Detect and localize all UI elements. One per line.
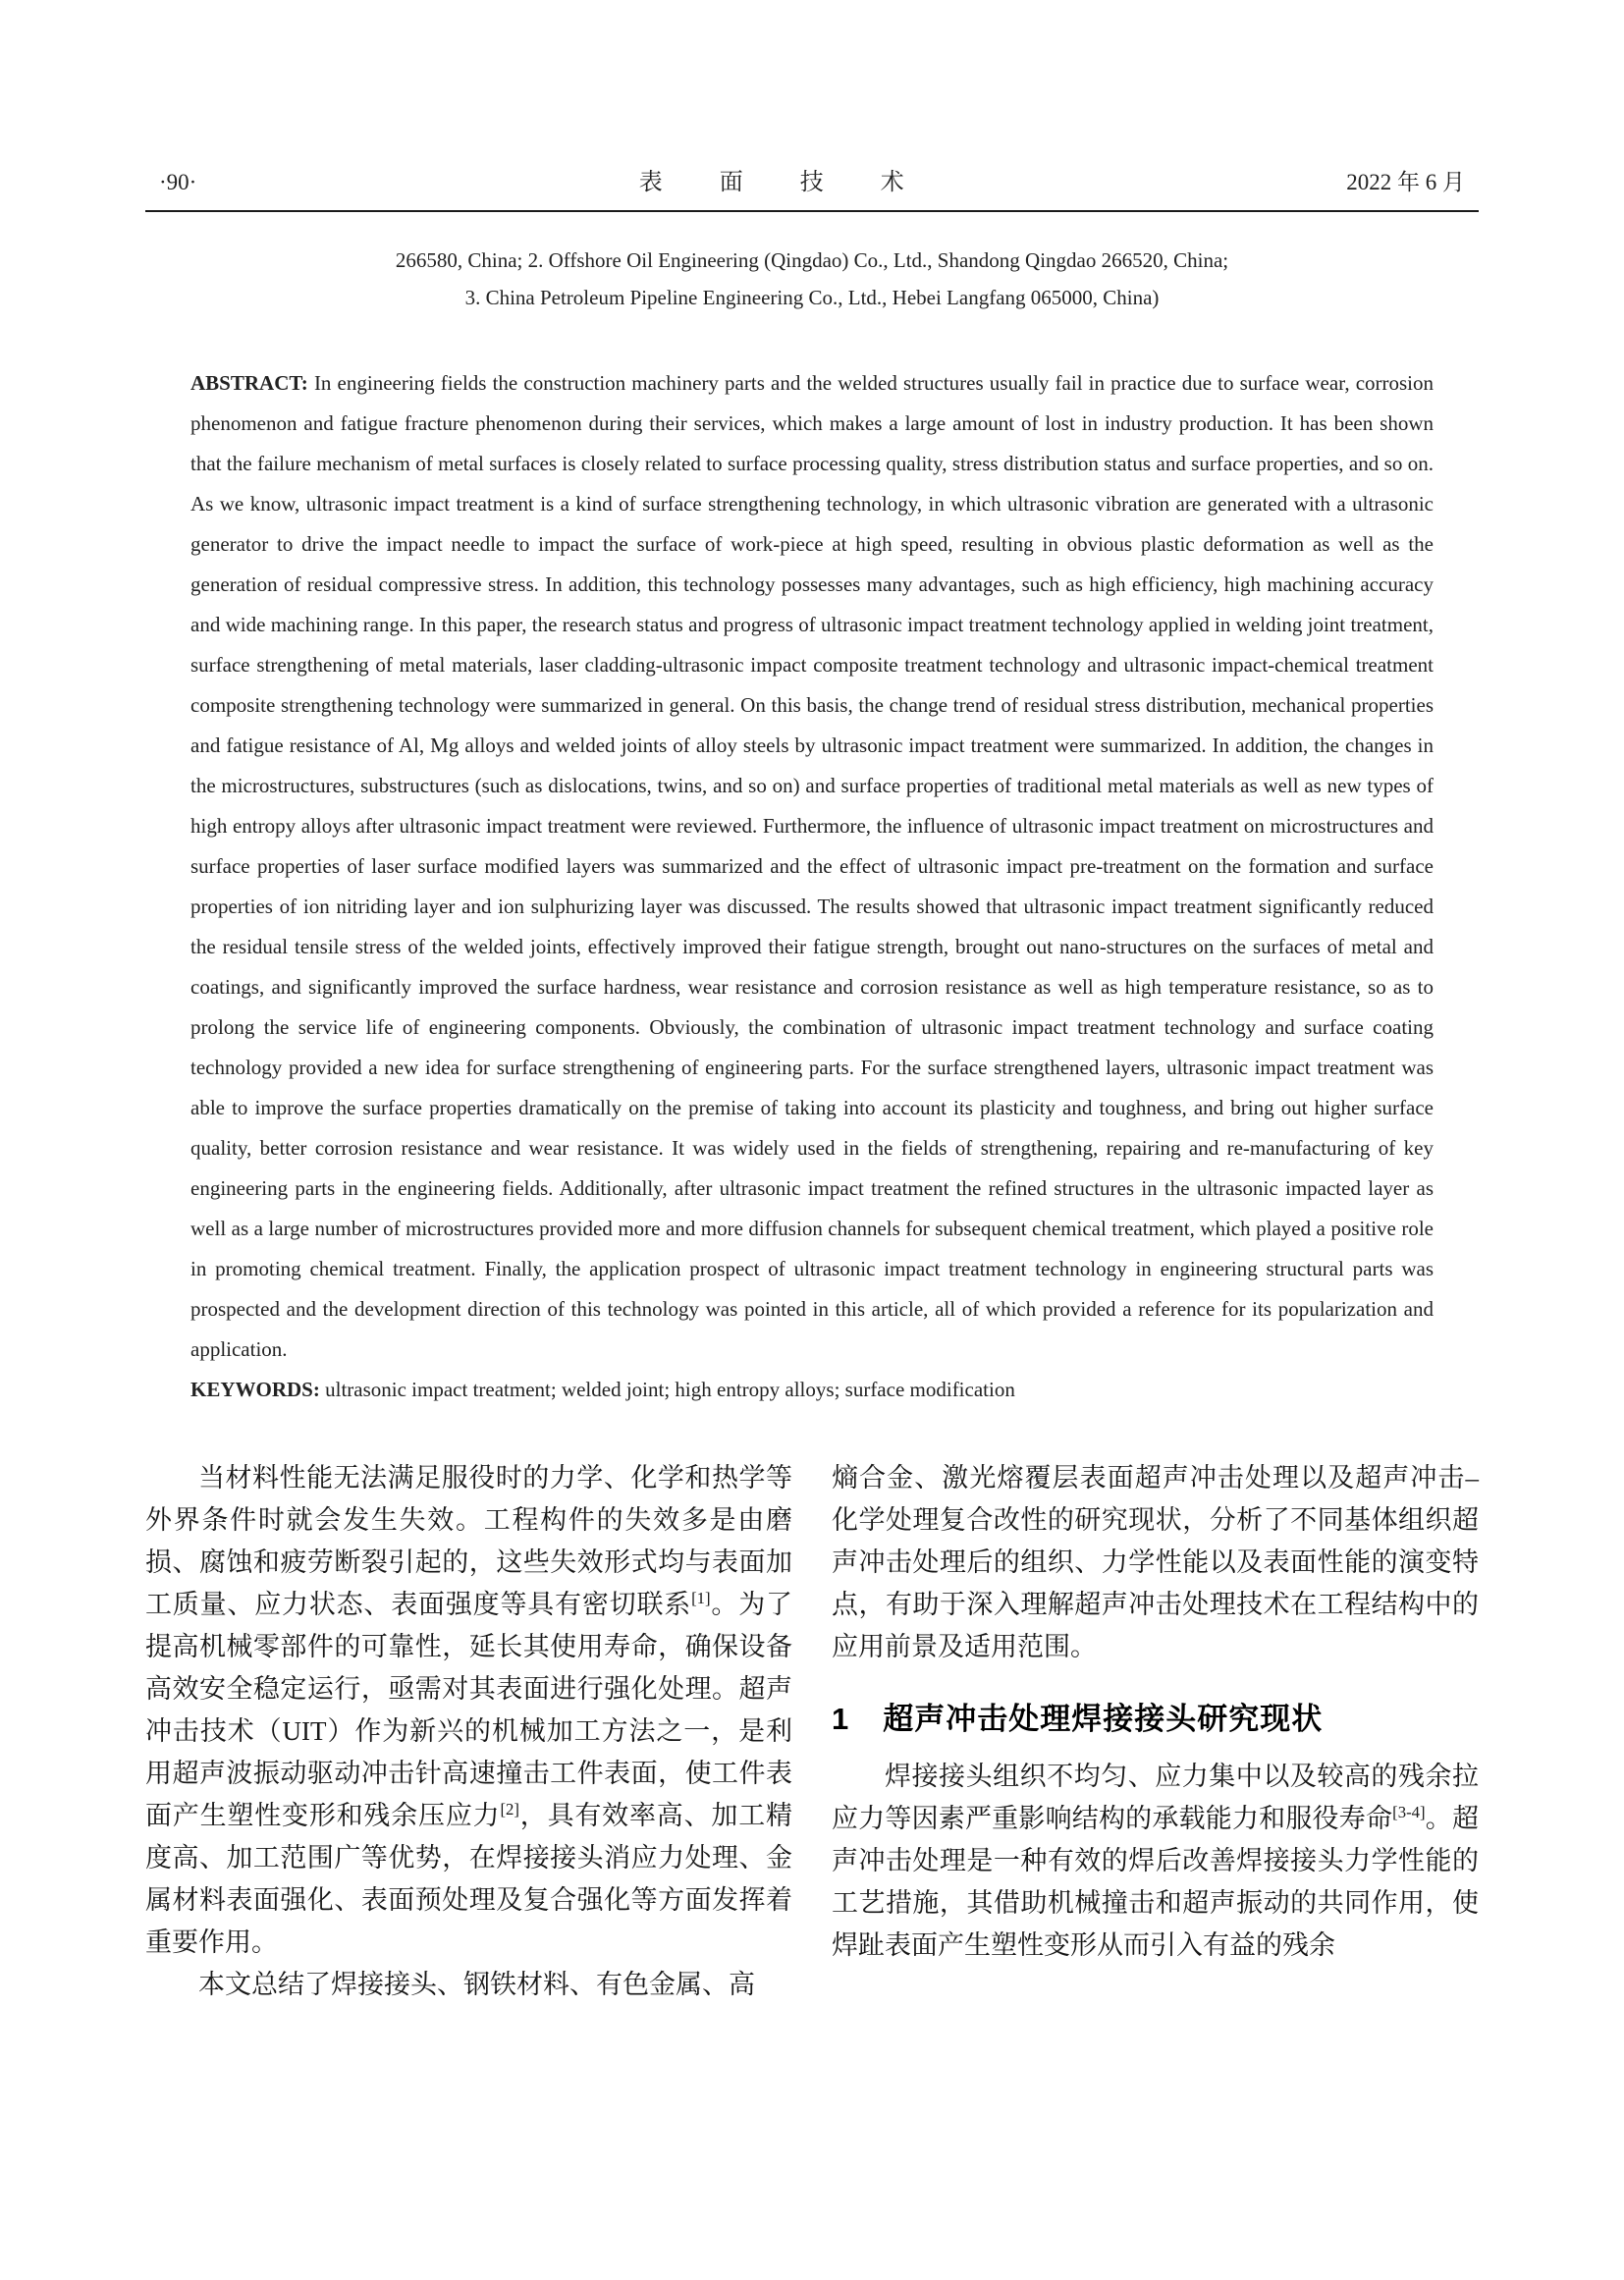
abstract-text: In engineering fields the construction machinery parts and the welded structures usually fail in practice due to surface wear, corrosion phenomenon and fatigue fracture phenomenon during their services, which makes a large amount of lost in industry production. It has been shown that the failure mechanism of metal surfaces is closely related to surface processing quality, stress distribution status and surface properties, and so on. As we know, ultrasonic impact treatment is a kind of surface strengthening technology, in which ultrasonic vibration are generated with a ultrasonic generator to drive the impact needle to impact the surface of work-piece at high speed, resulting in obvious plastic deformation as well as the generation of residual compressive stress. In addition, this technology possesses many advantages, such as high efficiency, high machining accuracy and wide machining range. In this paper, the research status and progress of ultrasonic impact treatment technology applied in welding joint treatment, surface strengthening of metal materials, laser cladding-ultrasonic impact composite treatment technology and ultrasonic impact-chemical treatment composite strengthening technology were summarized in general. On this basis, the change trend of residual stress distribution, mechanical properties and fatigue resistance of Al, Mg alloys and welded joints of alloy steels by ultrasonic impact treatment were summarized. In addition, the changes in the microstructures, substructures (such as dislocations, twins, and so on) and surface properties of traditional metal materials as well as new types of high entropy alloys after ultrasonic impact treatment were reviewed. Furthermore, the influence of ultrasonic impact treatment on microstructures and surface properties of laser surface modified layers was summarized and the effect of ultrasonic impact pre-treatment on the formation and surface properties of ion nitriding layer and ion sulphurizing layer was discussed. The results showed that ultrasonic impact treatment significantly reduced the residual tensile stress of the welded joints, effectively improved their fatigue strength, brought out nano-structures on the surfaces of metal and coatings, and significantly improved the surface hardness, wear resistance and corrosion resistance as well as high temperature resistance, so as to prolong the service life of engineering components. Obviously, the combination of ultrasonic impact treatment technology and surface coating technology provided a new idea for surface strengthening of engineering parts. For the surface strengthened layers, ultrasonic impact treatment was able to improve the surface properties dramatically on the premise of taking into account its plasticity and toughness, and bring out higher surface quality, better corrosion resistance and wear resistance. It was widely used in the fields of strengthening, repairing and re-manufacturing of key engineering parts in the engineering fields. Additionally, after ultrasonic impact treatment the refined structures in the ultrasonic impacted layer as well as a large number of microstructures provided more and more diffusion channels for subsequent chemical treatment, which played a positive role in promoting chemical treatment. Finally, the application prospect of ultrasonic impact treatment technology in engineering structural parts was prospected and the development direction of this technology was pointed in this article, all of which provided a reference for its popularization and application. <box>190 371 1435 1361</box>
body-columns <box>145 1457 1479 2006</box>
abstract-label: ABSTRACT: <box>190 371 314 395</box>
keywords-label: KEYWORDS: <box>190 1378 326 1401</box>
section-1-heading <box>832 1694 1479 1738</box>
section-1-paragraph: 焊接接头组织不均匀、应力集中以及较高的残余拉应力等因素严重影响结构的承载能力和服役寿命[3-4]。超声冲击处理是一种有效的焊后改善焊接接头力学性能的工艺措施，其借助机械撞击和超声振动的共同作用，使焊趾表面产生塑性变形从而引入有益的残余 <box>832 1762 1480 1960</box>
journal-title: 表 面 技 术 <box>638 170 930 195</box>
left-column <box>145 1457 792 2006</box>
intro-paragraph-2: 本文总结了焊接接头、钢铁材料、有色金属、高 <box>198 1970 755 1999</box>
abstract-paragraph <box>190 363 1434 1370</box>
affiliation-line: 3. China Petroleum Pipeline Engineering Co., Ltd., Hebei Langfang 065000, China) <box>464 286 1160 309</box>
section-title: 超声冲击处理焊接接头研究现状 <box>883 1702 1324 1736</box>
page-number: ·90· <box>159 170 197 194</box>
intro-paragraph-continued: 熵合金、激光熔覆层表面超声冲击处理以及超声冲击–化学处理复合改性的研究现状，分析了不同基体组织超声冲击处理后的组织、力学性能以及表面性能的演变特点，有助于深入理解超声冲击处理技术在工程结构中的应用前景及适用范围。 <box>832 1463 1479 1661</box>
section-number: 1 <box>832 1702 850 1736</box>
intro-paragraph: 当材料性能无法满足服役时的力学、化学和热学等外界条件时就会发生失效。工程构件的失效多是由磨损、腐蚀和疲劳断裂引起的，这些失效形式均与表面加工质量、应力状态、表面强度等具有密切联系[1]。为了提高机械零部件的可靠性，延长其使用寿命，确保设备高效安全稳定运行，亟需对其表面进行强化处理。超声冲击技术（UIT）作为新兴的机械加工方法之一，是利用超声波振动驱动冲击针高速撞击工件表面，使工件表面产生塑性变形和残余压应力[2]，具有效率高、加工精度高、加工范围广等优势，在焊接接头消应力处理、金属材料表面强化、表面预处理及复合强化等方面发挥着重要作用。 <box>145 1463 793 1957</box>
issue-date: 2022 年 6 月 <box>1346 170 1465 194</box>
page-header <box>145 162 1479 196</box>
right-column <box>832 1457 1479 2006</box>
affiliations-block <box>145 242 1479 316</box>
keywords-text: ultrasonic impact treatment; welded joint; high entropy alloys; surface modification <box>325 1378 1015 1401</box>
header-rule <box>145 210 1479 212</box>
keywords-line <box>190 1370 1434 1410</box>
affiliation-line: 266580, China; 2. Offshore Oil Engineering (Qingdao) Co., Ltd., Shandong Qingdao 266520, China; <box>395 248 1229 272</box>
